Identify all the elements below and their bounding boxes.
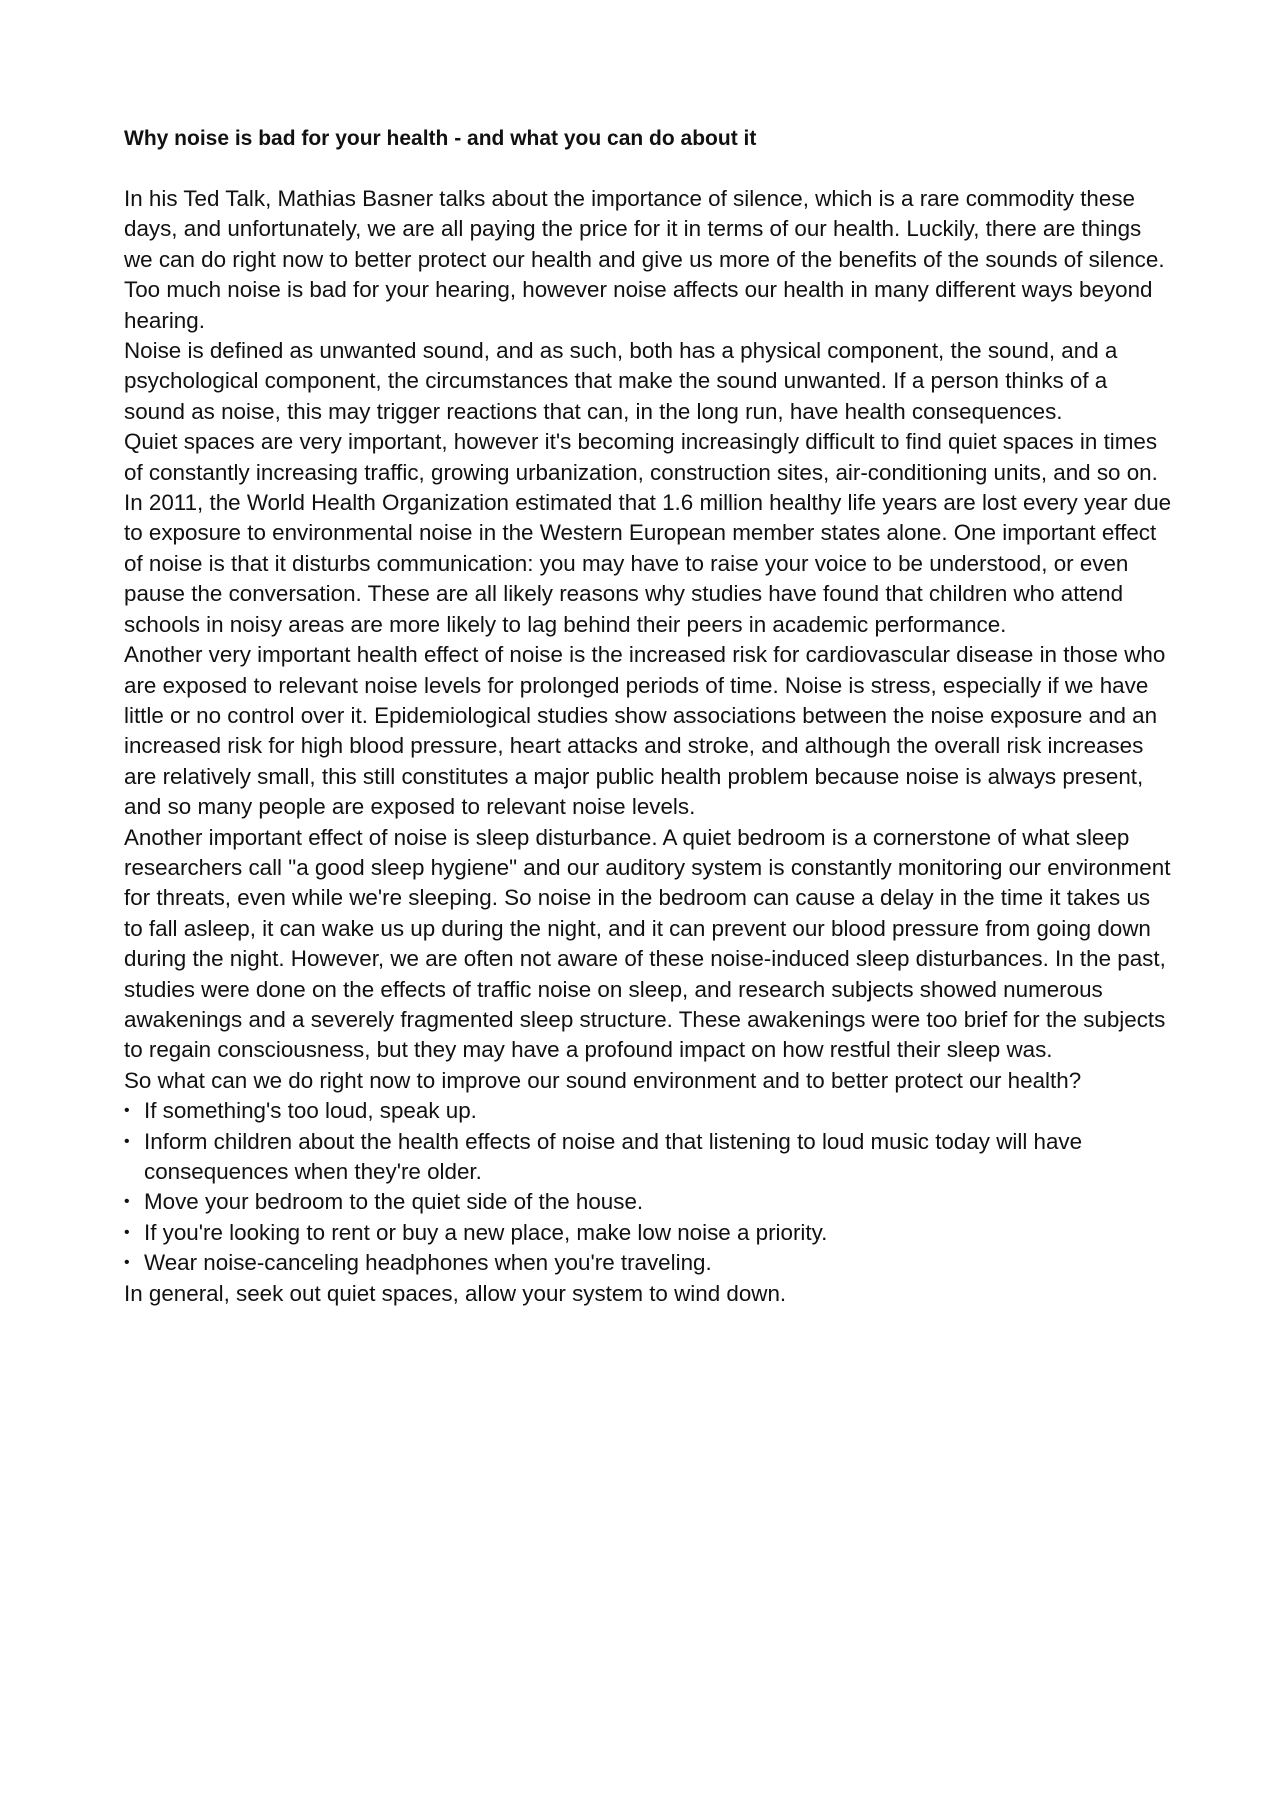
list-item-text: Inform children about the health effects of noise and that listening to loud music today will have consequences when they're older. xyxy=(144,1128,1083,1184)
bullet-icon: • xyxy=(124,1132,130,1150)
paragraph-cardiovascular: Another very important health effect of noise is the increased risk for cardiovascular disease in those who are exposed to relevant noise levels for prolonged periods of time. Noise is stress, especially if we have little or no control over it. Epidemiological studies show associations between the noise exposure and an increased risk for high blood pressure, heart attacks and stroke, and although the overall risk increases are relatively small, this still constitutes a major public health problem because noise is always present, and so many people are exposed to relevant noise levels. xyxy=(124,642,1166,820)
bullet-icon: • xyxy=(124,1223,130,1241)
list-item-text: If you're looking to rent or buy a new place, make low noise a priority. xyxy=(144,1219,828,1245)
list-item xyxy=(124,1096,1174,1126)
closing-line: In general, seek out quiet spaces, allow your system to wind down. xyxy=(124,1280,787,1306)
paragraph-quiet-spaces: Quiet spaces are very important, however it's becoming increasingly difficult to find quiet spaces in times of constantly increasing traffic, growing urbanization, construction sites, air-conditioning units, and so on. xyxy=(124,429,1158,485)
bullet-icon: • xyxy=(124,1193,130,1211)
list-item xyxy=(124,1127,1174,1188)
bullet-icon: • xyxy=(124,1254,130,1272)
paragraph-who-estimate: In 2011, the World Health Organization estimated that 1.6 million healthy life years are lost every year due to exposure to environmental noise in the Western European member states alone. One important effect of noise is that it disturbs communication: you may have to raise your voice to be understood, or even pause the conversation. These are all likely reasons why studies have found that children who attend schools in noisy areas are more likely to lag behind their peers in academic performance. xyxy=(124,490,1172,637)
document-page xyxy=(124,124,1174,1309)
list-item-text: Move your bedroom to the quiet side of the house. xyxy=(144,1189,644,1215)
paragraph-what-can-we-do: So what can we do right now to improve our sound environment and to better protect our health? xyxy=(124,1067,1082,1093)
paragraph-intro: In his Ted Talk, Mathias Basner talks about the importance of silence, which is a rare commodity these days, and unfortunately, we are all paying the price for it in terms of our health. Luckily, there are things we can do right now to better protect our health and give us more of the benefits of the sounds of silence. xyxy=(124,186,1165,272)
list-item xyxy=(124,1218,1174,1248)
paragraph-noise-definition: Noise is defined as unwanted sound, and as such, both has a physical component, the sound, and a psychological component, the circumstances that make the sound unwanted. If a person thinks of a sound as noise, this may trigger reactions that can, in the long run, have health consequences. xyxy=(124,338,1118,424)
document-title: Why noise is bad for your health - and what you can do about it xyxy=(124,127,757,150)
list-item xyxy=(124,1187,1174,1217)
list-item-text: Wear noise-canceling headphones when you're traveling. xyxy=(144,1250,712,1276)
paragraph-hearing: Too much noise is bad for your hearing, however noise affects our health in many different ways beyond hearing. xyxy=(124,277,1153,333)
tips-list xyxy=(124,1096,1174,1278)
paragraph-sleep: Another important effect of noise is sleep disturbance. A quiet bedroom is a cornerstone of what sleep researchers call "a good sleep hygiene" and our auditory system is constantly monitoring our environment for threats, even while we're sleeping. So noise in the bedroom can cause a delay in the time it takes us to fall asleep, it can wake us up during the night, and it can prevent our blood pressure from going down during the night. However, we are often not aware of these noise-induced sleep disturbances. In the past, studies were done on the effects of traffic noise on sleep, and research subjects showed numerous awakenings and a severely fragmented sleep structure. These awakenings were too brief for the subjects to regain consciousness, but they may have a profound impact on how restful their sleep was. xyxy=(124,824,1171,1063)
list-item-text: If something's too loud, speak up. xyxy=(144,1098,477,1124)
bullet-icon: • xyxy=(124,1102,130,1120)
list-item xyxy=(124,1248,1174,1278)
